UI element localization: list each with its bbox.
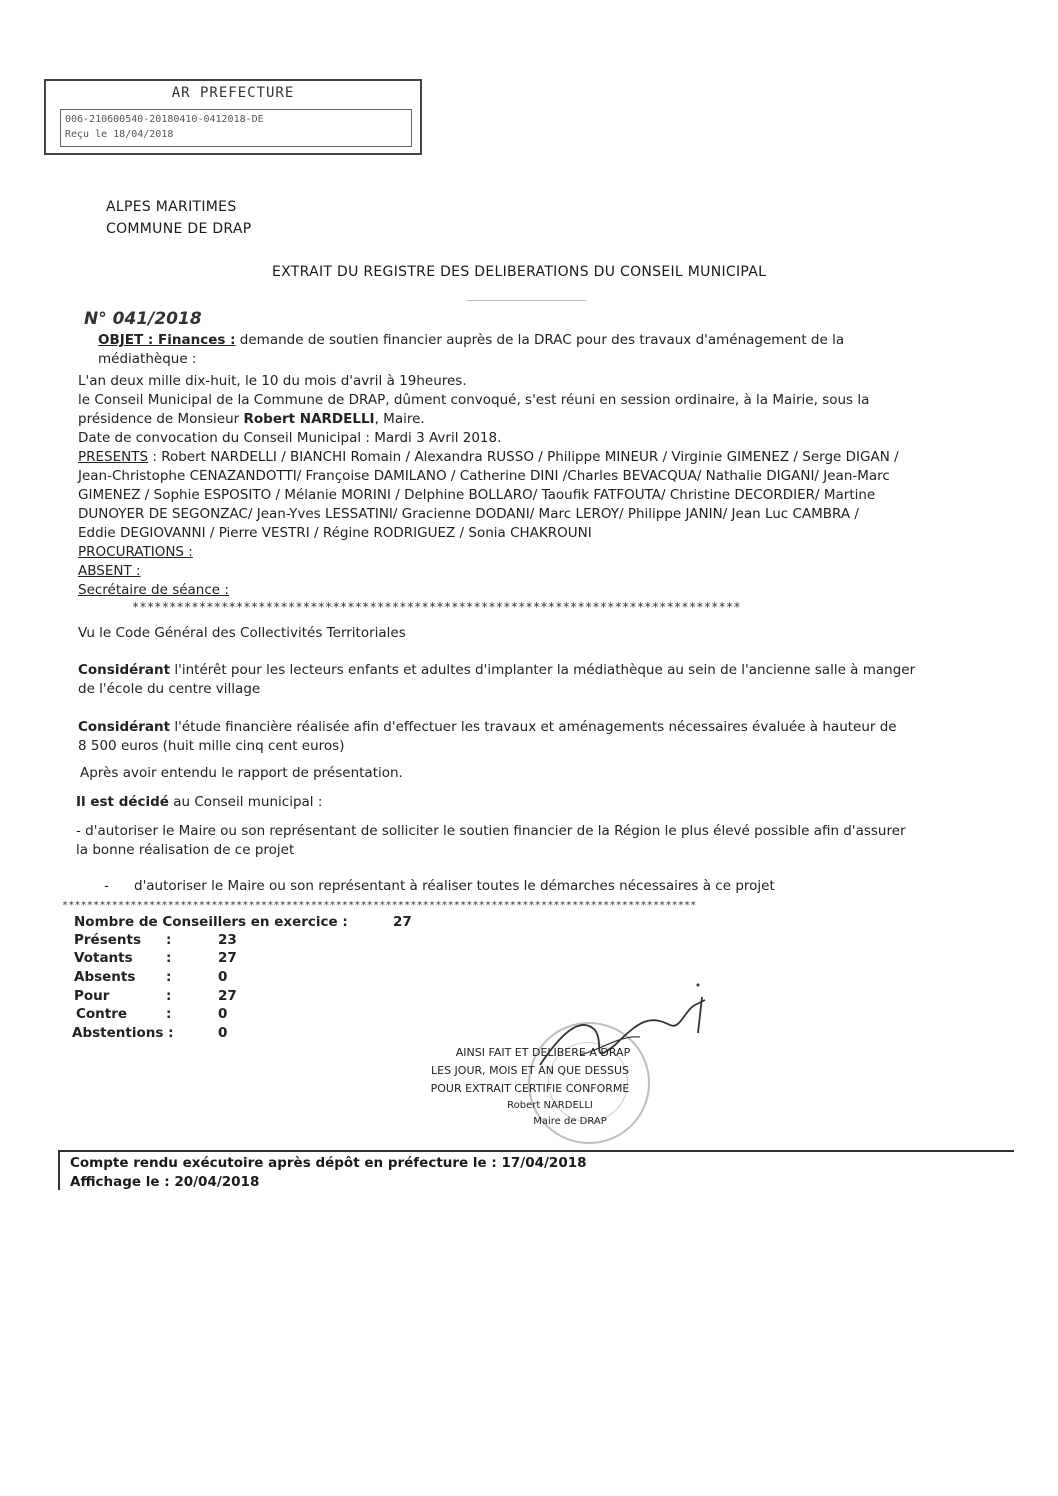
intro-date: L'an deux mille dix-huit, le 10 du mois d'avril à 19heures. <box>78 373 467 389</box>
stamp-received-date: Reçu le 18/04/2018 <box>65 129 174 140</box>
commune-name: COMMUNE DE DRAP <box>106 221 252 237</box>
signature-line-5: Maire de DRAP <box>533 1116 607 1127</box>
document-title: EXTRAIT DU REGISTRE DES DELIBERATIONS DU CONSEIL MUNICIPAL <box>272 264 767 280</box>
vote-row-value: 0 <box>218 969 228 985</box>
decision-point-1-line-1: - d'autoriser le Maire ou son représentant de solliciter le soutien financier de la Région le plus élevé possible afin d'assurer <box>76 823 906 839</box>
vote-row-colon: : <box>166 950 172 966</box>
intro-presidence <box>78 410 425 429</box>
conseillers-label: Nombre de Conseillers en exercice : <box>74 914 348 930</box>
presents-line-1 <box>78 448 899 467</box>
stars-separator-2: ****************************************************************************************************** <box>62 900 697 911</box>
decision-bold: Il est décidé <box>76 794 169 810</box>
considerant-1-line-2: de l'école du centre village <box>78 681 261 697</box>
department-name: ALPES MARITIMES <box>106 199 237 215</box>
conseillers-value: 27 <box>393 914 412 930</box>
posting-date: Affichage le : 20/04/2018 <box>70 1174 260 1190</box>
vu-code: Vu le Code Général des Collectivités Territoriales <box>78 625 406 641</box>
considerant-2-bold: Considérant <box>78 719 171 735</box>
considerant-2-line-2: 8 500 euros (huit mille cinq cent euros) <box>78 738 345 754</box>
signature-block <box>410 1044 650 1130</box>
absent-label: ABSENT : <box>78 563 141 579</box>
vote-row-value: 27 <box>218 950 237 966</box>
considerant-2-text: l'étude financière réalisée afin d'effectuer les travaux et aménagements nécessaires évaluée à hauteur de <box>170 719 897 735</box>
vote-row-label: Présents <box>74 932 141 948</box>
presents-line-3: GIMENEZ / Sophie ESPOSITO / Mélanie MORINI / Delphine BOLLARO/ Taoufik FATFOUTA/ Christine DECORDIER/ Martine <box>78 487 876 503</box>
vote-row-label: Votants <box>74 950 133 966</box>
objet-text: demande de soutien financier auprès de la DRAC pour des travaux d'aménagement de la <box>239 332 845 348</box>
vote-row-colon: : <box>166 932 172 948</box>
stamp-details <box>60 109 412 147</box>
presents-line-4: DUNOYER DE SEGONZAC/ Jean-Yves LESSATINI/ Gracienne DODANI/ Marc LEROY/ Philippe JANIN/ Jean Luc CAMBRA / <box>78 506 859 522</box>
decision-point-2-dash: - <box>104 878 109 894</box>
presents-line-2: Jean-Christophe CENAZANDOTTI/ Françoise DAMILANO / Catherine DINI /Charles BEVACQUA/ Nathalie DIGANI/ Jean-Marc <box>78 468 890 484</box>
secretaire-label: Secrétaire de séance : <box>78 582 229 598</box>
executory-statement: Compte rendu exécutoire après dépôt en préfecture le : 17/04/2018 <box>70 1155 587 1171</box>
vote-row-value: 23 <box>218 932 237 948</box>
title-divider <box>466 300 586 301</box>
convocation-date: Date de convocation du Conseil Municipal : Mardi 3 Avril 2018. <box>78 430 502 446</box>
procurations-label: PROCURATIONS : <box>78 544 193 560</box>
vote-row-colon: : <box>166 1006 172 1022</box>
presents-line-5: Eddie DEGIOVANNI / Pierre VESTRI / Régine RODRIGUEZ / Sonia CHAKROUNI <box>78 525 592 541</box>
vote-row-colon: : <box>166 988 172 1004</box>
signature-line-2: LES JOUR, MOIS ET AN QUE DESSUS <box>430 1064 629 1077</box>
objet-line <box>98 331 844 350</box>
decision-rest: au Conseil municipal : <box>168 794 323 810</box>
vote-row-value: 0 <box>218 1006 228 1022</box>
considerant-1-line-1 <box>78 661 915 680</box>
considerant-2-line-1 <box>78 718 897 737</box>
signature-line-3: POUR EXTRAIT CERTIFIE CONFORME <box>430 1082 630 1095</box>
vote-row-label: Contre <box>76 1006 128 1022</box>
vote-row-label: Abstentions : <box>72 1025 174 1041</box>
objet-text-cont: médiathèque : <box>98 351 197 367</box>
presents-label: PRESENTS <box>78 449 149 465</box>
vote-row-colon: : <box>166 969 172 985</box>
signature-line-1: AINSI FAIT ET DELIBERE A DRAP <box>455 1046 631 1059</box>
decision-point-2: d'autoriser le Maire ou son représentant à réaliser toutes le démarches nécessaires à ce projet <box>134 878 775 894</box>
decision-point-1-line-2: la bonne réalisation de ce projet <box>76 842 295 858</box>
decision-line <box>76 793 322 812</box>
considerant-1-bold: Considérant <box>78 662 171 678</box>
stars-separator: ********************************************************************************** <box>132 600 741 614</box>
signature-line-4: Robert NARDELLI <box>507 1100 593 1111</box>
intro-convocation: le Conseil Municipal de la Commune de DRAP, dûment convoqué, s'est réuni en session ordinaire, à la Mairie, sous la <box>78 392 870 408</box>
vote-row-value: 27 <box>218 988 237 1004</box>
presidence-prefix: présidence de Monsieur <box>78 411 244 427</box>
apres-rapport: Après avoir entendu le rapport de présentation. <box>80 765 403 781</box>
vote-row-label: Absents <box>74 969 136 985</box>
vote-row-value: 0 <box>218 1025 228 1041</box>
presents-names-1: : Robert NARDELLI / BIANCHI Romain / Alexandra RUSSO / Philippe MINEUR / Virginie GIMENEZ / Serge DIGAN / <box>148 449 899 465</box>
objet-label: OBJET : Finances : <box>98 332 236 348</box>
footer-executory-box <box>58 1150 1014 1190</box>
stamp-reference: 006-210600540-20180410-0412018-DE <box>65 114 264 125</box>
ar-prefecture-stamp <box>44 79 422 155</box>
mayor-name: Robert NARDELLI <box>243 411 375 427</box>
considerant-1-text: l'intérêt pour les lecteurs enfants et adultes d'implanter la médiathèque au sein de l'ancienne salle à manger <box>170 662 916 678</box>
presidence-suffix: , Maire. <box>374 411 425 427</box>
vote-row-label: Pour <box>74 988 110 1004</box>
stamp-title: AR PREFECTURE <box>171 85 295 101</box>
deliberation-number: N° 041/2018 <box>84 309 202 329</box>
